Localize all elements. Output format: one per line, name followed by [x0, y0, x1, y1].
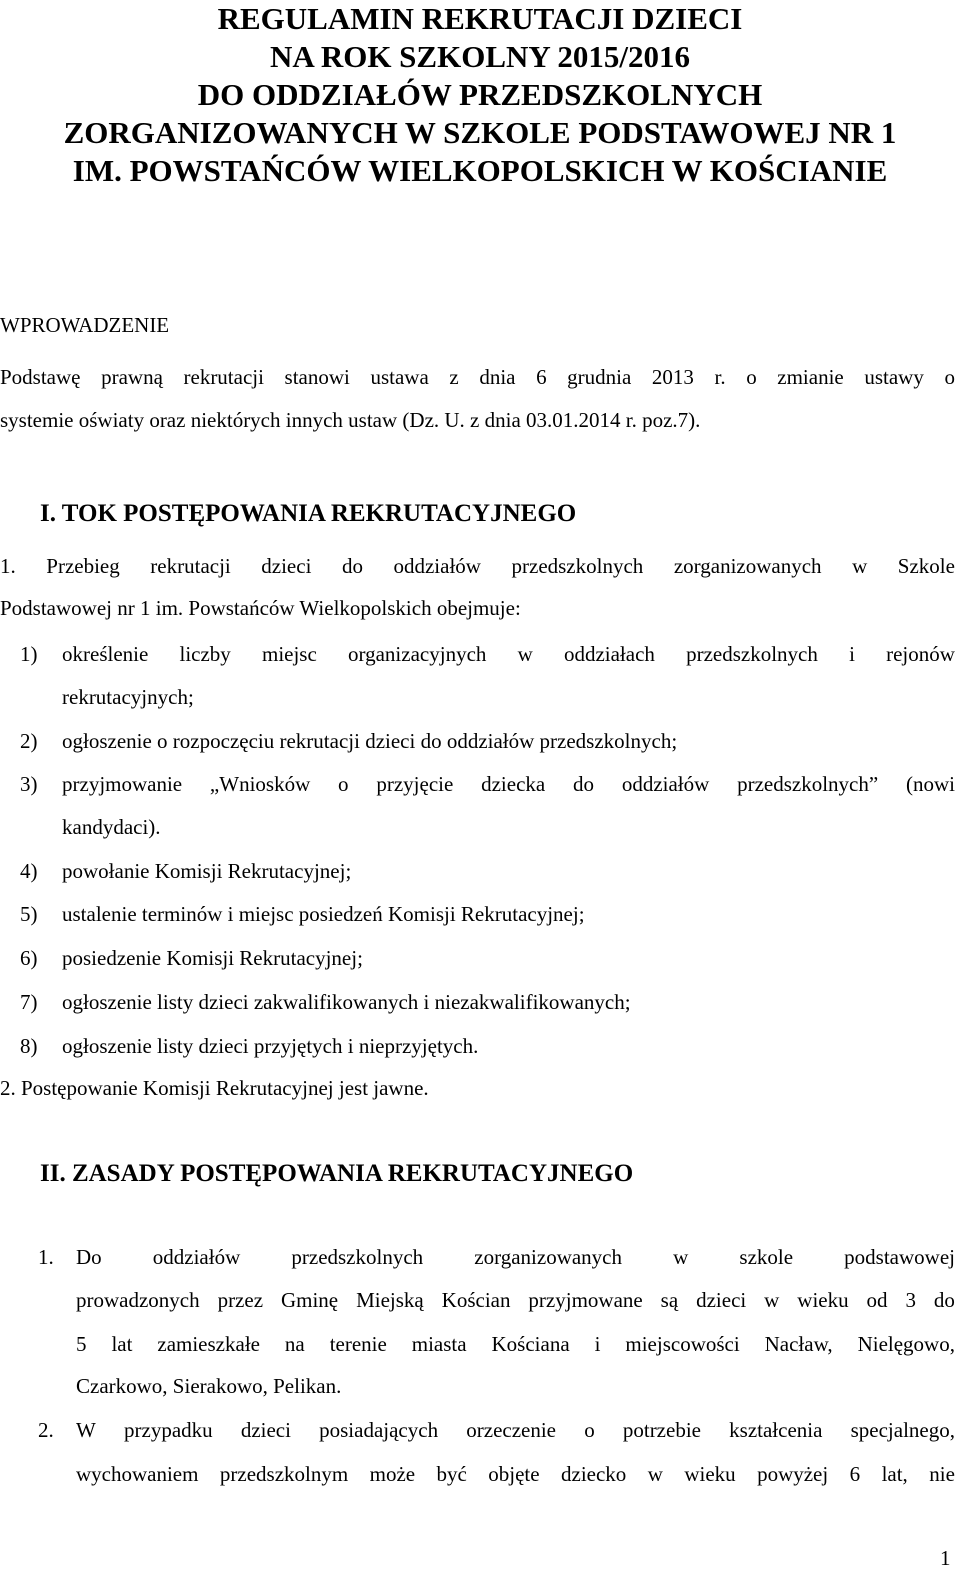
- title-line-4: ZORGANIZOWANYCH W SZKOLE PODSTAWOWEJ NR 1: [63, 115, 897, 150]
- point-2-line-1: W przypadku dzieci posiadających orzeczenie o potrzebie kształcenia specjalnego,: [76, 1418, 955, 1442]
- point-1-line-4: Czarkowo, Sierakowo, Pelikan.: [76, 1374, 342, 1398]
- intro-line-1: Podstawę prawną rekrutacji stanowi ustawa z dnia 6 grudnia 2013 r. o zmianie ustawy o: [0, 365, 955, 389]
- item-6-number: 6): [20, 946, 38, 970]
- intro-heading: WPROWADZENIE: [0, 313, 170, 337]
- point-1-line-1: Do oddziałów przedszkolnych zorganizowanych w szkole podstawowej: [76, 1245, 955, 1269]
- point-1-line-2: prowadzonych przez Gminę Miejską Kościan przyjmowane są dzieci w wieku od 3 do: [76, 1288, 955, 1312]
- item-8-line-1: ogłoszenie listy dzieci przyjętych i nieprzyjętych.: [62, 1034, 479, 1058]
- title-line-5: IM. POWSTAŃCÓW WIELKOPOLSKICH W KOŚCIANIE: [72, 153, 888, 188]
- item-7-line-1: ogłoszenie listy dzieci zakwalifikowanych i niezakwalifikowanych;: [62, 990, 631, 1014]
- page-number: 1: [940, 1546, 951, 1570]
- section-1-p1-line-2: Podstawowej nr 1 im. Powstańców Wielkopolskich obejmuje:: [0, 596, 521, 620]
- item-6-line-1: posiedzenie Komisji Rekrutacyjnej;: [62, 946, 363, 970]
- item-3-line-2: kandydaci).: [62, 815, 161, 839]
- point-1-number: 1.: [38, 1245, 54, 1269]
- section-1-heading: I. TOK POSTĘPOWANIA REKRUTACYJNEGO: [40, 500, 577, 527]
- section-1-p2: 2. Postępowanie Komisji Rekrutacyjnej jest jawne.: [0, 1076, 429, 1100]
- item-7-number: 7): [20, 990, 38, 1014]
- item-4-number: 4): [20, 859, 38, 883]
- item-2-line-1: ogłoszenie o rozpoczęciu rekrutacji dzieci do oddziałów przedszkolnych;: [62, 729, 678, 753]
- section-1-p1-line-1: 1. Przebieg rekrutacji dzieci do oddziałów przedszkolnych zorganizowanych w Szkole: [0, 554, 955, 578]
- point-2-line-2: wychowaniem przedszkolnym może być objęte dziecko w wieku powyżej 6 lat, nie: [76, 1462, 955, 1486]
- item-8-number: 8): [20, 1034, 38, 1058]
- item-3-line-1: przyjmowanie „Wniosków o przyjęcie dziecka do oddziałów przedszkolnych” (nowi: [62, 772, 955, 796]
- item-3-number: 3): [20, 772, 38, 796]
- document-title: [0, 0, 960, 190]
- intro-line-2: systemie oświaty oraz niektórych innych ustaw (Dz. U. z dnia 03.01.2014 r. poz.7).: [0, 408, 701, 432]
- item-5-number: 5): [20, 902, 38, 926]
- item-5-line-1: ustalenie terminów i miejsc posiedzeń Komisji Rekrutacyjnej;: [62, 902, 585, 926]
- item-2-number: 2): [20, 729, 38, 753]
- section-2-heading: II. ZASADY POSTĘPOWANIA REKRUTACYJNEGO: [40, 1160, 634, 1187]
- title-line-3: DO ODDZIAŁÓW PRZEDSZKOLNYCH: [197, 77, 763, 112]
- point-2-number: 2.: [38, 1418, 54, 1442]
- item-1-line-2: rekrutacyjnych;: [62, 685, 194, 709]
- title-line-1: REGULAMIN REKRUTACJI DZIECI: [217, 1, 743, 36]
- item-1-number: 1): [20, 642, 38, 666]
- item-4-line-1: powołanie Komisji Rekrutacyjnej;: [62, 859, 352, 883]
- title-line-2: NA ROK SZKOLNY 2015/2016: [270, 39, 690, 74]
- point-1-line-3: 5 lat zamieszkałe na terenie miasta Kościana i miejscowości Nacław, Nielęgowo,: [76, 1332, 955, 1356]
- item-1-line-1: określenie liczby miejsc organizacyjnych w oddziałach przedszkolnych i rejonów: [62, 642, 955, 666]
